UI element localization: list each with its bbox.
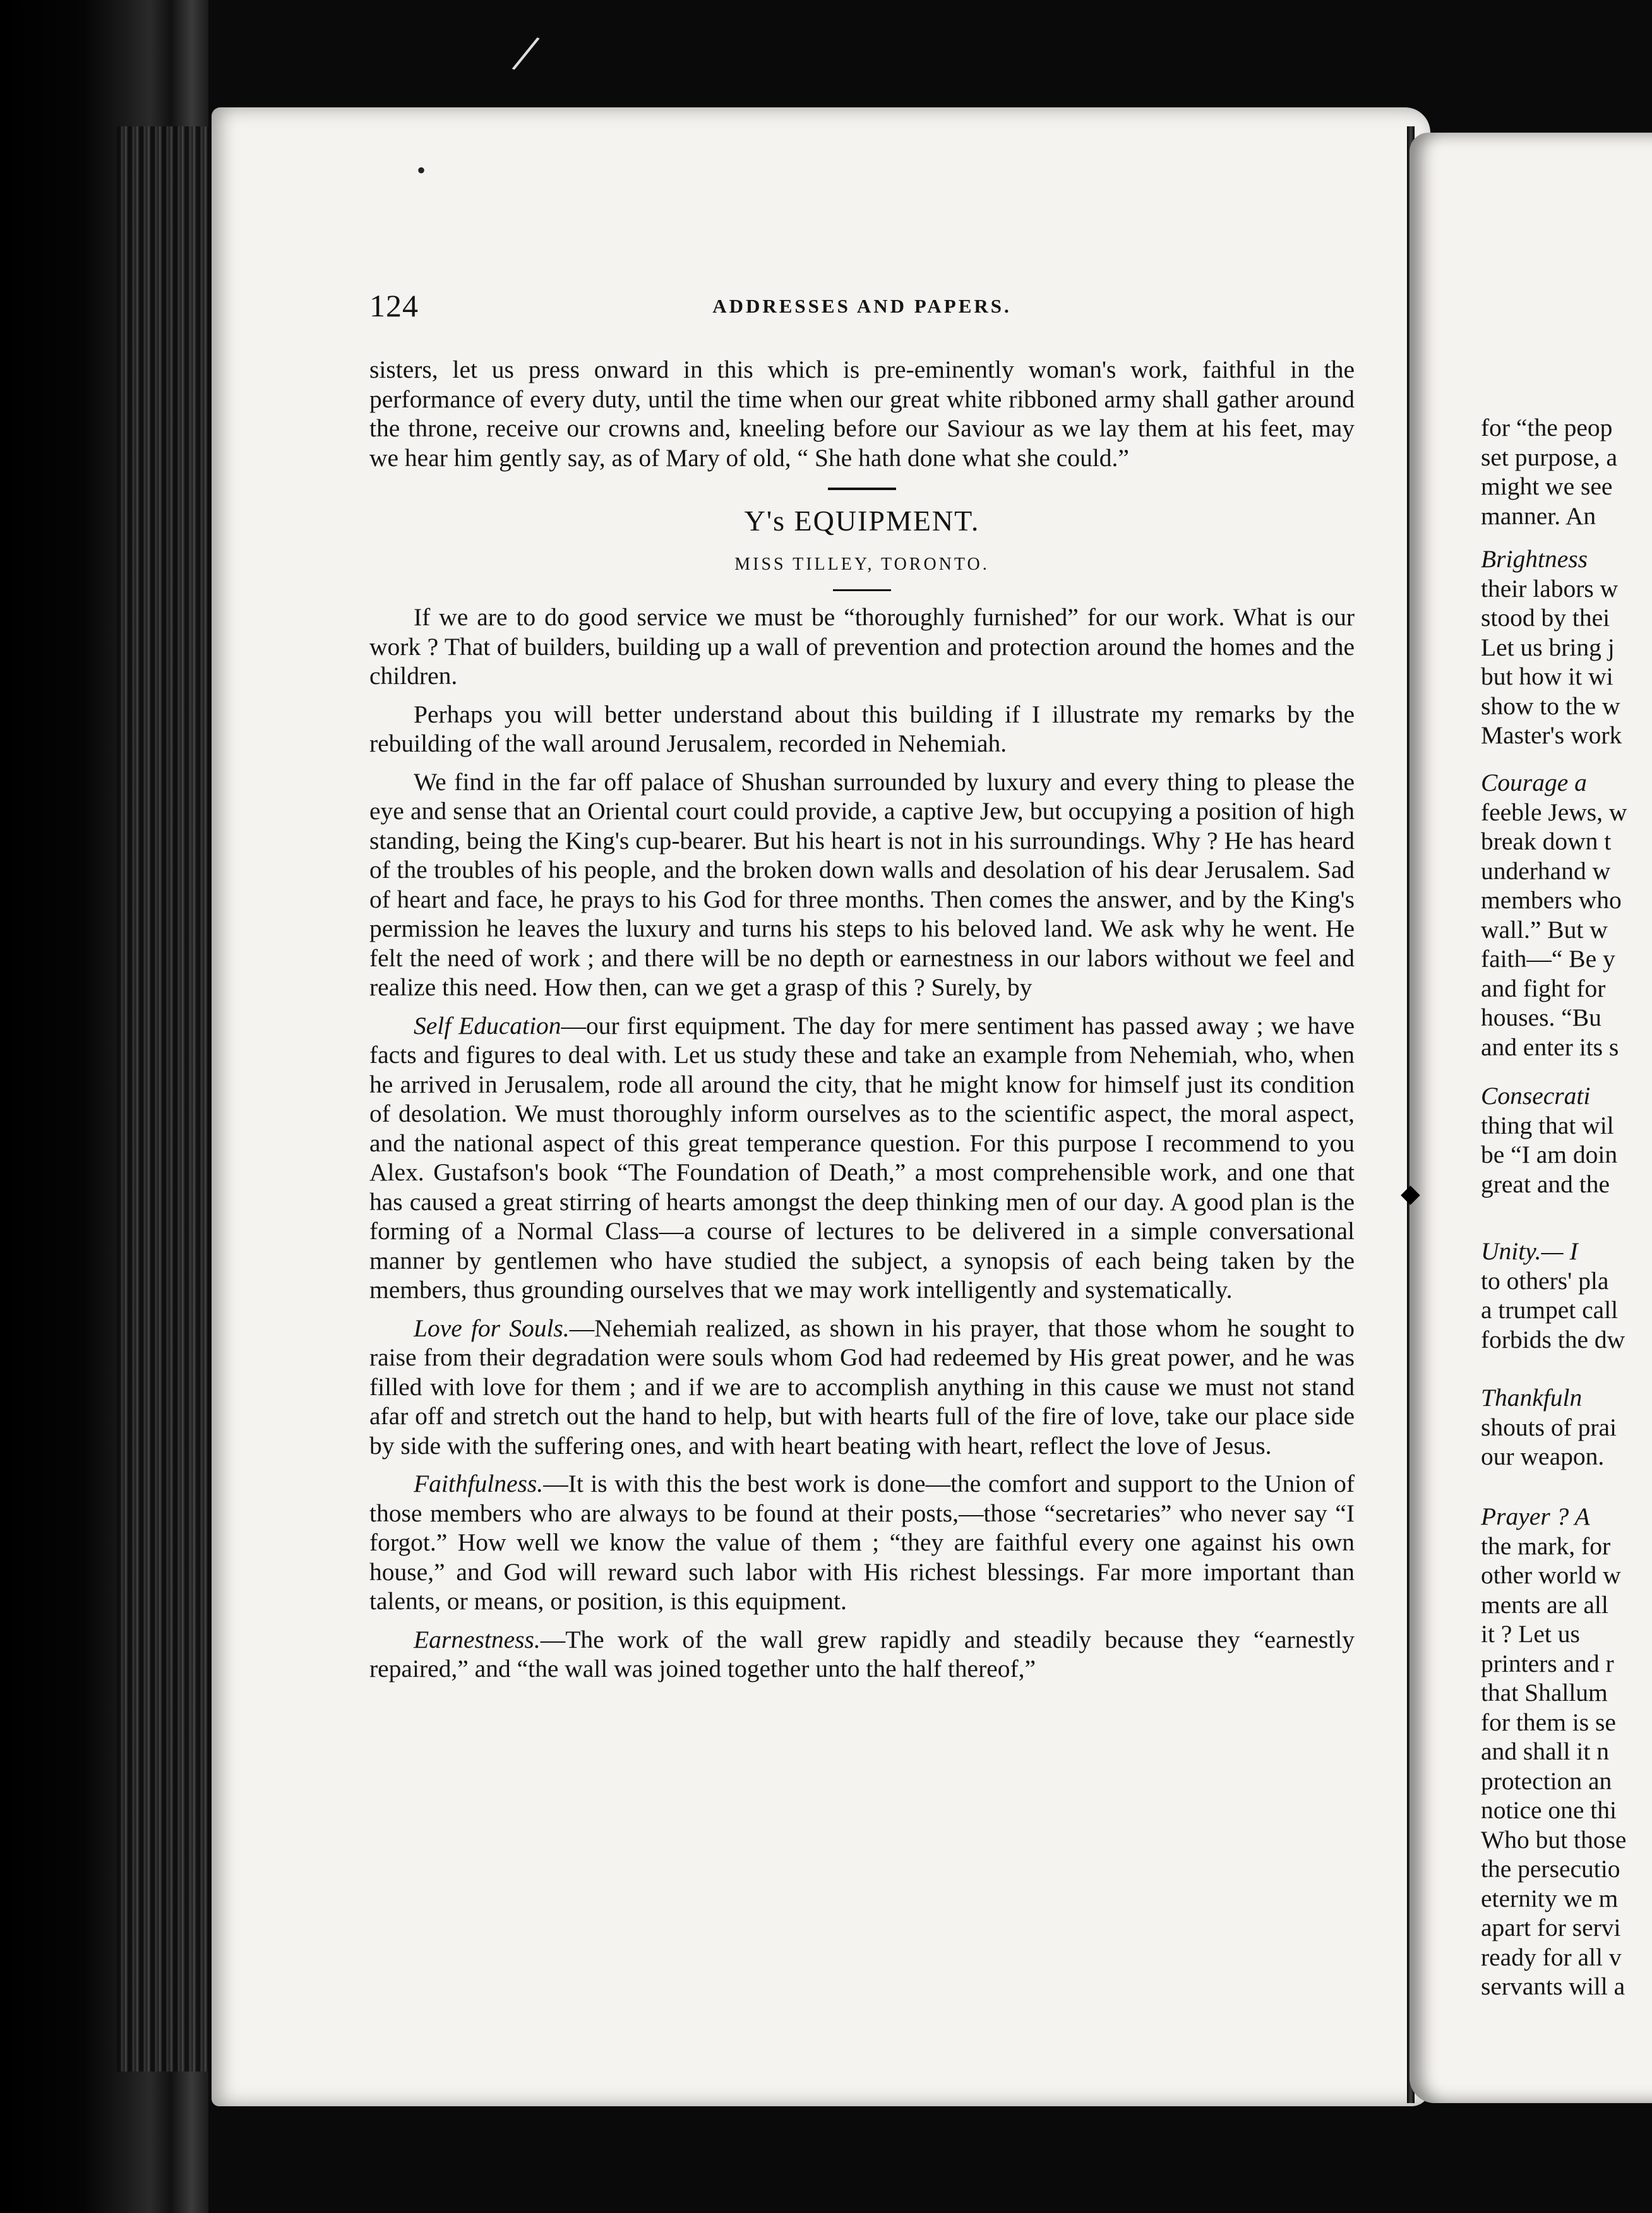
section-divider bbox=[828, 488, 896, 490]
facing-line: manner. An bbox=[1481, 501, 1596, 530]
facing-block-4 bbox=[1481, 1081, 1652, 1199]
paragraph-text: Perhaps you will better understand about this building if I illustrate my remarks by the rebuilding of the wall around Jerusalem, recorded in Nehemiah. bbox=[369, 700, 1355, 757]
facing-line: eternity we m bbox=[1481, 1884, 1619, 1912]
paragraph-text: —our first equipment. The day for mere sentiment has passed away ; we have facts and figures to deal with. Let us study these and take an example from Nehemiah, who, when he arrived in Jerusalem, rode all around the city, that he might know for himself just its condition of desolation. We must thoroughly inform ourselves as to the scientific aspect, the moral aspect, and the national aspect of this great temperance question. For this purpose I recommend to you Alex. Gustafson's book “The Foundation of Death,” a most comprehensible work, and one that has caused a great stirring of hearts amongst the deep thinking men of our day. A good plan is the forming of a Normal Class—a course of lectures to be delivered in a simple conversational manner by gentlemen who have studied the subject, a synopsis of each being taken by the members, thus grounding ourselves that we may work intelligently and systematically. bbox=[369, 1011, 1355, 1304]
facing-block-1 bbox=[1481, 413, 1652, 531]
facing-line: Consecrati bbox=[1481, 1082, 1591, 1110]
facing-line: for “the peop bbox=[1481, 414, 1613, 441]
facing-line: the mark, for bbox=[1481, 1532, 1611, 1560]
facing-line: to others' pla bbox=[1481, 1266, 1609, 1295]
facing-block-5 bbox=[1481, 1237, 1652, 1354]
facing-line: that Shallum bbox=[1481, 1679, 1608, 1706]
paragraph bbox=[369, 700, 1355, 759]
facing-line: ments are all bbox=[1481, 1590, 1608, 1619]
paragraph-lead: Self Education bbox=[414, 1011, 561, 1040]
facing-line: apart for servi bbox=[1481, 1914, 1621, 1941]
paragraph bbox=[369, 1469, 1355, 1616]
running-title: ADDRESSES AND PAPERS. bbox=[712, 295, 1012, 317]
facing-line: Let us bring j bbox=[1481, 633, 1615, 661]
facing-line: forbids the dw bbox=[1481, 1325, 1625, 1353]
paragraph-lead: Faithfulness. bbox=[414, 1470, 544, 1497]
article-byline: MISS TILLEY, TORONTO. bbox=[734, 554, 990, 574]
facing-line: and shall it n bbox=[1481, 1737, 1609, 1765]
facing-line: and fight for bbox=[1481, 974, 1606, 1002]
facing-line: and enter its s bbox=[1481, 1033, 1619, 1061]
facing-line: other world w bbox=[1481, 1561, 1621, 1589]
facing-line: be “I am doin bbox=[1481, 1141, 1618, 1168]
facing-line: protection an bbox=[1481, 1766, 1612, 1795]
facing-line: Who but those bbox=[1481, 1825, 1627, 1854]
facing-line: members who bbox=[1481, 886, 1622, 914]
page-edges bbox=[117, 126, 212, 2072]
facing-line: underhand w bbox=[1481, 856, 1611, 885]
byline-divider bbox=[833, 589, 891, 591]
facing-line: Brightness bbox=[1481, 545, 1588, 573]
paragraph bbox=[369, 1314, 1355, 1461]
paragraph bbox=[369, 1625, 1355, 1684]
facing-line: Prayer ? A bbox=[1481, 1502, 1590, 1530]
facing-line: Master's work bbox=[1481, 721, 1622, 749]
paragraph bbox=[369, 767, 1355, 1002]
facing-line: their labors w bbox=[1481, 574, 1619, 603]
paragraph-text: —The work of the wall grew rapidly and steadily because they “earnestly repaired,” and “the wall was joined together unto the half thereof,” bbox=[369, 1625, 1355, 1682]
facing-block-3 bbox=[1481, 768, 1652, 1062]
facing-block-2 bbox=[1481, 544, 1652, 750]
page-header bbox=[369, 287, 1355, 325]
facing-line: our weapon. bbox=[1481, 1442, 1605, 1470]
scan-dot: • bbox=[417, 156, 426, 184]
paragraph bbox=[369, 603, 1355, 691]
facing-line: ready for all v bbox=[1481, 1943, 1622, 1971]
facing-line: houses. “Bu bbox=[1481, 1004, 1601, 1031]
facing-line: for them is se bbox=[1481, 1708, 1616, 1736]
paragraph-text: —It is with this the best work is done—the comfort and support to the Union of those members who are always to be found at their posts,—those “secretaries” who never say “I forgot.” How well we know the value of them ; “they are faithful every one against his own house,” and God will reward such labor with His richest blessings. Far more important than talents, or means, or position, is this equipment. bbox=[369, 1470, 1355, 1615]
facing-line: shouts of prai bbox=[1481, 1413, 1617, 1441]
intro-paragraph: sisters, let us press onward in this which is pre-eminently woman's work, faithful in the performance of every duty, until the time when our great white ribboned army shall gather around the throne, receive our crowns and, kneeling before our Saviour as we lay them at his feet, may we hear him gently say, as of Mary of old, “ She hath done what she could.” bbox=[369, 356, 1355, 472]
facing-block-6 bbox=[1481, 1383, 1652, 1472]
facing-line: break down t bbox=[1481, 827, 1612, 855]
facing-line: feeble Jews, w bbox=[1481, 798, 1627, 826]
facing-line: servants will a bbox=[1481, 1972, 1625, 2000]
page-marker-arrow: ◆ bbox=[1401, 1179, 1420, 1208]
facing-line: great and the bbox=[1481, 1170, 1610, 1198]
main-text-column bbox=[369, 355, 1355, 1684]
facing-line: thing that wil bbox=[1481, 1111, 1614, 1139]
facing-block-7 bbox=[1481, 1502, 1652, 2001]
paragraph-text: If we are to do good service we must be “thoroughly furnished” for our work. What is our work ? That of builders, building up a wall of prevention and protection around the homes and the children. bbox=[369, 603, 1355, 690]
facing-line: Courage a bbox=[1481, 769, 1587, 796]
article-title: Y's EQUIPMENT. bbox=[744, 505, 980, 537]
facing-line: but how it wi bbox=[1481, 663, 1613, 690]
facing-line: might we see bbox=[1481, 472, 1613, 500]
paragraph-lead: Love for Souls. bbox=[414, 1314, 570, 1342]
paragraph-lead: Earnestness. bbox=[414, 1625, 541, 1653]
facing-line: show to the w bbox=[1481, 692, 1620, 720]
facing-line: Unity.— I bbox=[1481, 1237, 1578, 1265]
facing-line: stood by thei bbox=[1481, 604, 1610, 632]
facing-line: it ? Let us bbox=[1481, 1620, 1580, 1648]
facing-line: printers and r bbox=[1481, 1649, 1614, 1677]
facing-line: faith—“ Be y bbox=[1481, 945, 1615, 973]
facing-line: a trumpet call bbox=[1481, 1296, 1619, 1324]
paragraph-text: We find in the far off palace of Shushan surrounded by luxury and every thing to please the eye and sense that an Oriental court could provide, a captive Jew, but occupying a position of high standing, being the King's cup-bearer. But his heart is not in his surroundings. Why ? He has heard of the troubles of his people, and the broken down walls and desolation of his dear Jerusalem. Sad of heart and face, he prays to his God for three months. Then comes the answer, and by the King's permission he leaves the luxury and turns his steps to his beloved land. We ask why he went. He felt the need of work ; and there will be no depth or earnestness in our labors without we feel and realize this need. How then, can we get a grasp of this ? Surely, by bbox=[369, 767, 1355, 1001]
scan-mark-top: / bbox=[507, 21, 544, 86]
paragraph-text: —Nehemiah realized, as shown in his prayer, that those whom he sought to raise from their degradation were souls whom God had redeemed by His great power, and he was filled with love for them ; and if we are to accomplish anything in this cause we must not stand afar off and stretch out the hand to help, but with hearts full of the fire of love, take our place side by side with the suffering ones, and with heart beating with heart, reflect the love of Jesus. bbox=[369, 1314, 1355, 1460]
facing-line: wall.” But w bbox=[1481, 915, 1608, 944]
facing-line: Thankfuln bbox=[1481, 1384, 1583, 1412]
page-number: 124 bbox=[369, 288, 419, 323]
facing-line: notice one thi bbox=[1481, 1796, 1617, 1824]
facing-line: the persecutio bbox=[1481, 1855, 1620, 1883]
facing-line: set purpose, a bbox=[1481, 443, 1618, 471]
paragraph bbox=[369, 1011, 1355, 1305]
